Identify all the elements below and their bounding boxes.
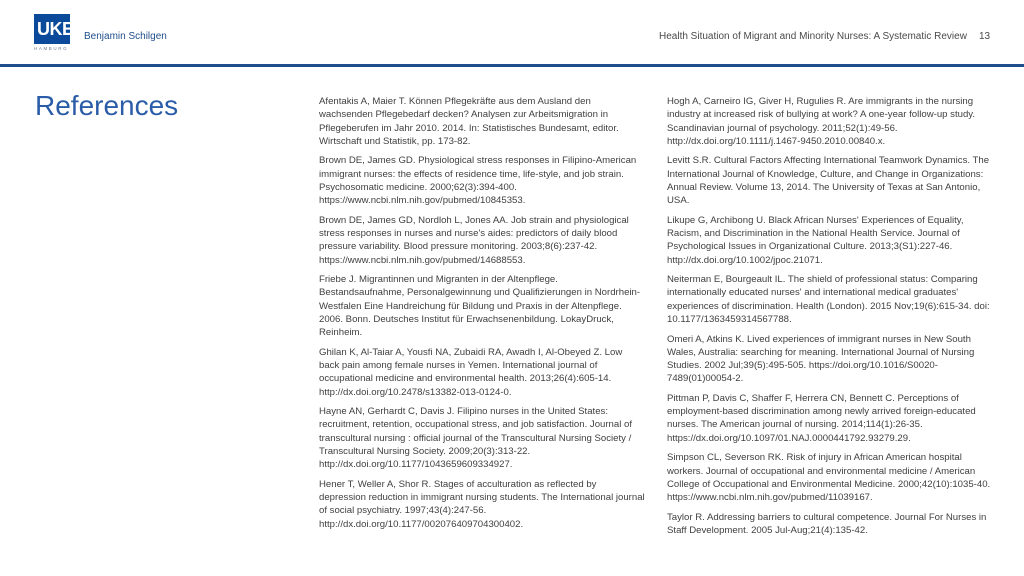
logo-mark: UKE — [34, 14, 70, 44]
reference-item: Pittman P, Davis C, Shaffer F, Herrera CN, Bennett C. Perceptions of employment-based discrimination among newly arrived foreign-educated nurses. The American journal of nursing. 2014;114(1):26-35. https://dx.doi.org/10.1097/01.NAJ.0000441792.93279.29. — [667, 392, 976, 444]
reference-item: Levitt S.R. Cultural Factors Affecting International Teamwork Dynamics. The International Journal of Knowledge, Culture, and Change in Organizations: Annual Review. Volume 13, 2014. The University of Texas at San Antonio, USA. — [667, 155, 990, 207]
reference-item: Brown DE, James GD. Physiological stress responses in Filipino-American immigrant nurses: the effects of residence time, life-style, and job strain. Psychosomatic medicine. 2000;62(3):394-400. https://www.ncbi.nlm.nih.gov/pubmed/10845353. — [319, 155, 637, 207]
reference-item: Hayne AN, Gerhardt C, Davis J. Filipino nurses in the United States: recruitment, retention, occupational stress, and job satisfaction. Journal of transcultural nursing : official journal of the Transcultural Nursing Society / Transcultural Nursing Society. 2009;20(3):313-22. http://dx.doi.org/10.1177/1043659609334927. — [319, 406, 633, 471]
references-column-right — [667, 95, 993, 543]
slide-header — [0, 0, 1024, 66]
presentation-title: Health Situation of Migrant and Minority Nurses: A Systematic Review — [659, 31, 967, 42]
reference-item: Neiterman E, Bourgeault IL. The shield of professional status: Comparing internationally educated nurses' and international medical graduates' experiences of discrimination. Health (London). 2015 Nov;19(6):615-34. doi: 10.1177/1363459314567788. — [667, 274, 990, 326]
reference-item: Omeri A, Atkins K. Lived experiences of immigrant nurses in New South Wales, Australia: searching for meaning. International Journal of Nursing Studies. 2002 Jul;39(5):495-505. https://doi.org/10.1016/S0020-7489(01)00054-2. — [667, 333, 975, 385]
header-divider — [0, 64, 1024, 67]
reference-item: Simpson CL, Severson RK. Risk of injury in African American hospital workers. Journal of occupational and environmental medicine / American College of Occupational and Environmental Medicine. 2000;42(10):1035-40. https://www.ncbi.nlm.nih.gov/pubmed/11039167. — [667, 452, 991, 504]
reference-item: Hener T, Weller A, Shor R. Stages of acculturation as reflected by depression reduction in immigrant nursing students. The International journal of social psychiatry. 1997;43(4):247-56. http://dx.doi.org/10.1177/002076409704300402. — [319, 478, 645, 530]
uke-logo — [34, 14, 74, 56]
references-column-left — [319, 95, 645, 537]
reference-item: Ghilan K, Al-Taiar A, Yousfi NA, Zubaidi RA, Awadh I, Al-Obeyed Z. Low back pain among female nurses in Yemen. International journal of occupational medicine and environmental health. 2013;26(4):605-14. http://dx.doi.org/10.2478/s13382-013-0124-0. — [319, 346, 623, 398]
logo-subtext: HAMBURG — [34, 46, 69, 51]
reference-item: Taylor R. Addressing barriers to cultural competence. Journal For Nurses in Staff Development. 2005 Jul-Aug;21(4):135-42. — [667, 511, 987, 536]
slide-title: References — [35, 90, 179, 121]
reference-item: Likupe G, Archibong U. Black African Nurses' Experiences of Equality, Racism, and Discrimination in the National Health Service. Journal of Psychological Issues in Organizational Culture. 2013;3(S1):227-46. http://dx.doi.org/10.1002/jpoc.21071. — [667, 214, 964, 266]
reference-item: Friebe J. Migrantinnen und Migranten in der Altenpflege. Bestandsaufnahme, Personalgewinnung und Qualifizierungen in Nordrhein-Westfalen Eine Handreichung für Bildung und Praxis in der Altenpflege. 2006. Bonn. Deutsches Institut für Erwachsenenbildung. LokayDruck, Reinheim. — [319, 274, 641, 339]
reference-item: Brown DE, James GD, Nordloh L, Jones AA. Job strain and physiological stress responses in nurses and nurse's aides: predictors of daily blood pressure variability. Blood pressure monitoring. 2003;8(6):237-42. https://www.ncbi.nlm.nih.gov/pubmed/14688553. — [319, 214, 629, 266]
reference-item: Afentakis A, Maier T. Können Pflegekräfte aus dem Ausland den wachsenden Pflegebedarf decken? Analysen zur Arbeitsmigration in Pflegeberufen im Jahr 2010. 2014. In: Statistisches Bundesamt, editor. Wirtschaft und Statistik, pp. 173-82. — [319, 96, 619, 147]
author-name: Benjamin Schilgen — [84, 31, 167, 42]
page-number: 13 — [979, 31, 991, 42]
reference-item: Hogh A, Carneiro IG, Giver H, Rugulies R. Are immigrants in the nursing industry at increased risk of bullying at work? A one-year follow-up study. Scandinavian journal of psychology. 2011;52(1):49-56. http://dx.doi.org/10.1111/j.1467-9450.2010.00840.x. — [667, 96, 976, 147]
